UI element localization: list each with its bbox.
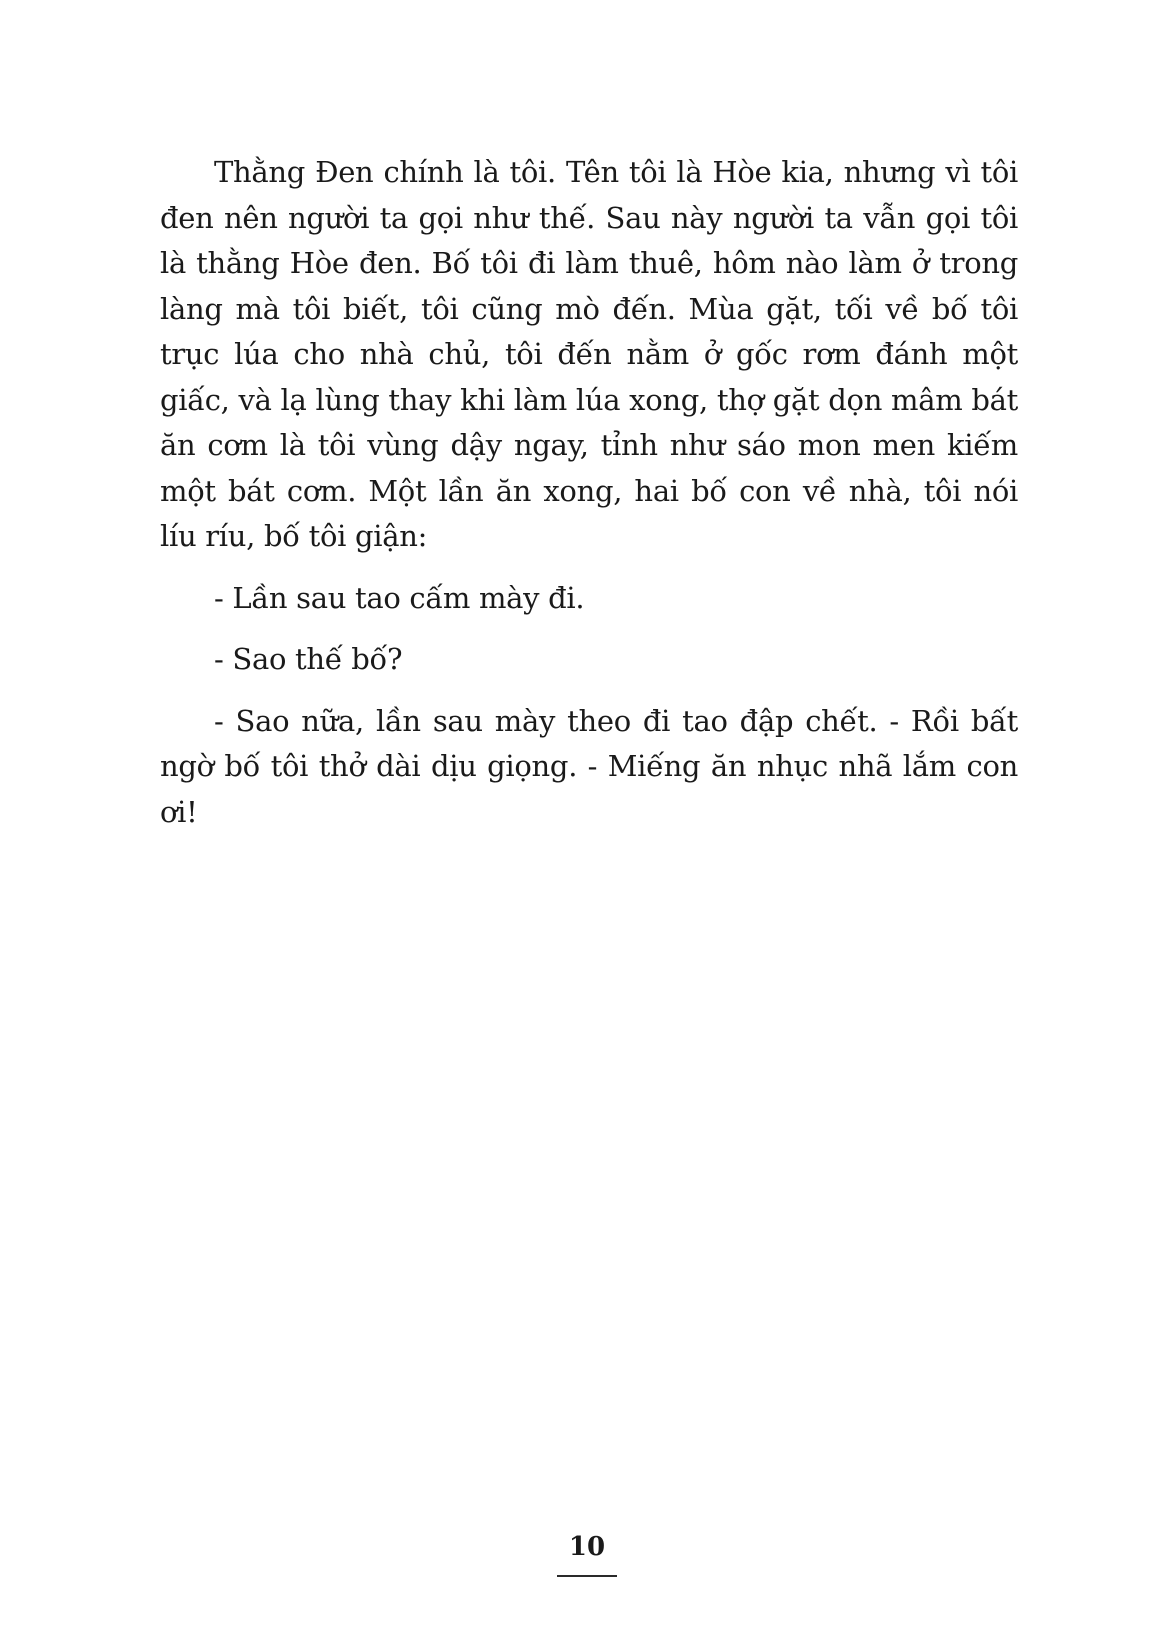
paragraph-dialogue-3: - Sao nữa, lần sau mày theo đi tao đập chết. - Rồi bất ngờ bố tôi thở dài dịu giọng. - Miếng ăn nhục nhã lắm con ơi! (160, 703, 1018, 829)
paragraph-dialogue-1: - Lần sau tao cấm mày đi. (214, 580, 585, 615)
paragraph-narrative: Thằng Đen chính là tôi. Tên tôi là Hòe kia, nhưng vì tôi đen nên người ta gọi như thế. Sau này người ta vẫn gọi tôi là thằng Hòe đen. Bố tôi đi làm thuê, hôm nào làm ở trong làng mà tôi biết, tôi cũng mò đến. Mùa gặt, tối về bố tôi trục lúa cho nhà chủ, tôi đến nằm ở gốc rơm đánh một giấc, và lạ lùng thay khi làm lúa xong, thợ gặt dọn mâm bát ăn cơm là tôi vùng dậy ngay, tỉnh như sáo mon men kiếm một bát cơm. Một lần ăn xong, hai bố con về nhà, tôi nói líu ríu, bố tôi giận: (160, 155, 1018, 553)
page-footer (0, 1532, 1174, 1562)
page-number-underline (557, 1575, 617, 1577)
body-text (160, 150, 1018, 851)
paragraph-dialogue-2: - Sao thế bố? (214, 642, 403, 676)
page-number: 10 (568, 1532, 606, 1562)
